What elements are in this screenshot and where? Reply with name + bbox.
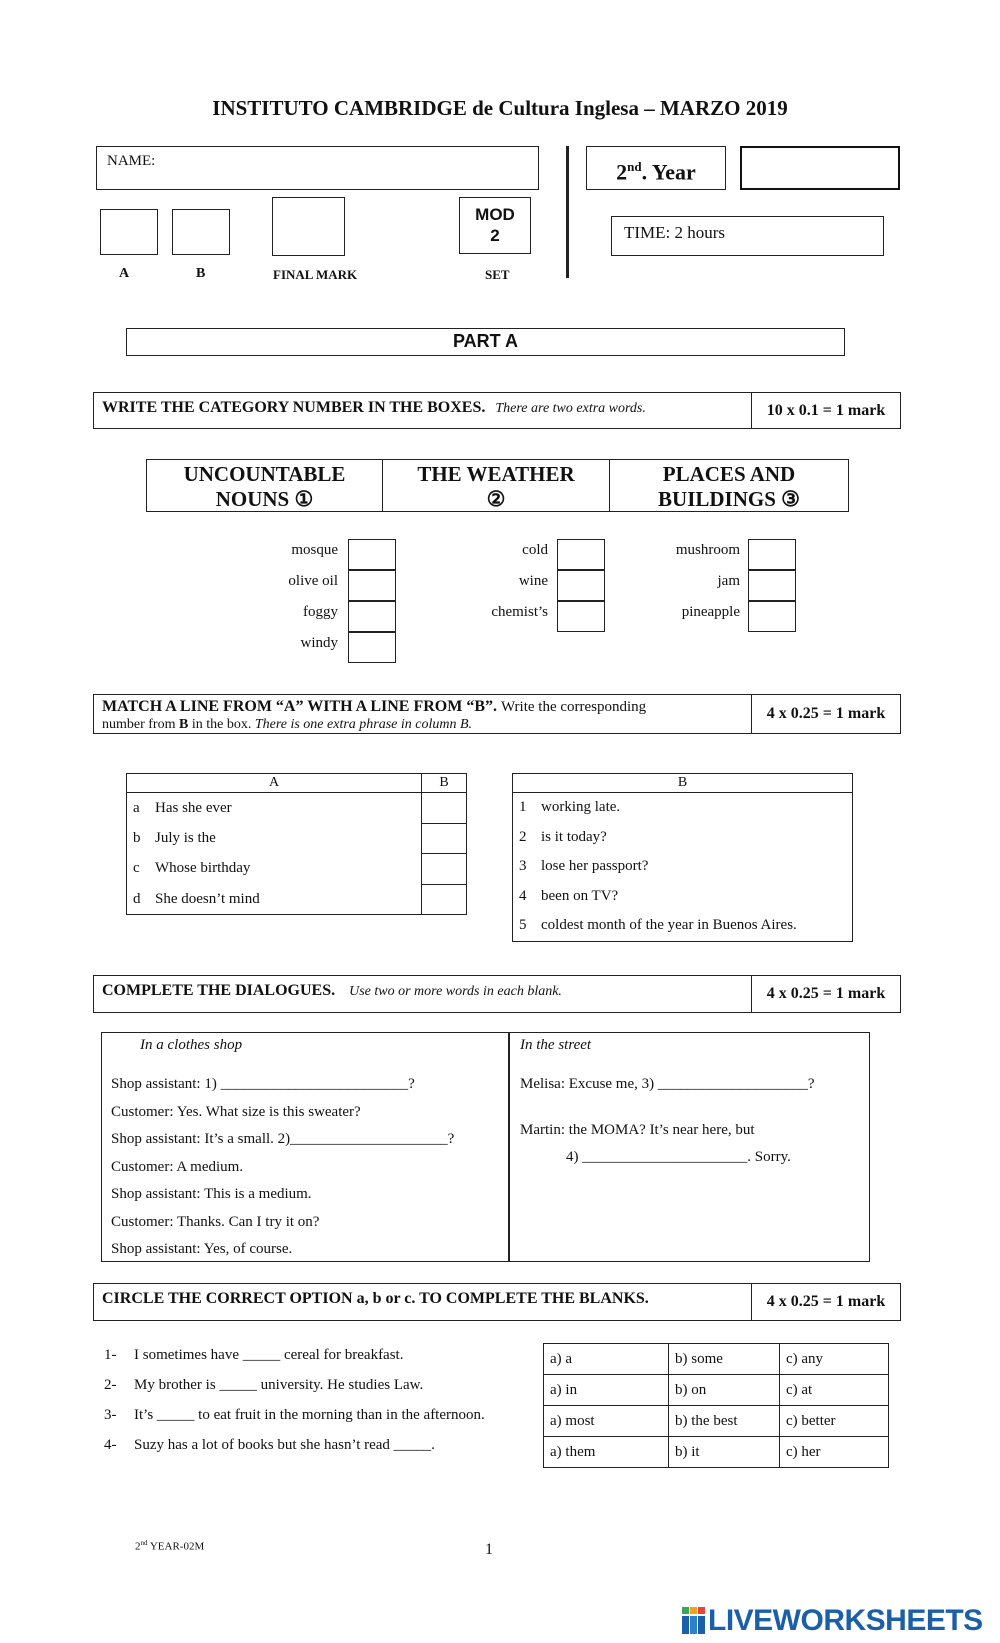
options-table (543, 1343, 889, 1468)
option-cell[interactable]: a) a (544, 1344, 669, 1375)
section2-bar (93, 694, 901, 734)
row-letter: c (133, 860, 140, 877)
year-number: 2 (616, 159, 628, 185)
part-title: PART A (453, 331, 518, 351)
table-row (513, 882, 853, 912)
option-cell[interactable]: a) most (544, 1406, 669, 1437)
row-text: Whose birthday (155, 860, 251, 877)
time-box (611, 216, 884, 256)
dialogue-line[interactable]: 4) ______________________. Sorry. (566, 1149, 791, 1165)
row-text: She doesn’t mind (155, 890, 260, 907)
answer-box-chemists[interactable] (557, 601, 605, 632)
section2-line2-b: B (178, 717, 189, 732)
footer-code (135, 1539, 204, 1553)
category-3-line1: PLACES AND (662, 462, 796, 486)
col-b-header: B (422, 774, 467, 793)
dialogue-line: Customer: Yes. What size is this sweater? (111, 1103, 361, 1120)
table-row (544, 1375, 889, 1406)
answer-box-cold[interactable] (557, 539, 605, 570)
question-2-number: 2- (104, 1377, 117, 1393)
word-cold: cold (522, 542, 548, 558)
dialogue-divider (508, 1033, 510, 1261)
section2-line2-post: in the box. (188, 717, 252, 732)
page-number: 1 (485, 1541, 493, 1558)
year-box (586, 146, 726, 190)
table-row (544, 1406, 889, 1437)
liveworksheets-icon (682, 1607, 706, 1635)
year-suffix: nd (627, 159, 642, 174)
word-mushroom: mushroom (675, 542, 740, 558)
answer-box-olive-oil[interactable] (348, 570, 396, 601)
row-text: coldest month of the year in Buenos Aires. (541, 917, 797, 934)
answer-box-mosque[interactable] (348, 539, 396, 570)
dialogue-line: Shop assistant: Yes, of course. (111, 1241, 293, 1257)
table-row (513, 793, 853, 823)
dialogue-line[interactable]: Shop assistant: It’s a small. 2)_____________________? (111, 1131, 455, 1147)
section4-instruction: CIRCLE THE CORRECT OPTION a, b or c. TO COMPLETE THE BLANKS. (102, 1290, 649, 1307)
table-row (127, 854, 467, 885)
word-pineapple: pineapple (681, 604, 740, 620)
question-3-number: 3- (104, 1407, 117, 1423)
category-1 (147, 460, 383, 511)
liveworksheets-text: LIVEWORKSHEETS (708, 1604, 983, 1637)
answer-box-pineapple[interactable] (748, 601, 796, 632)
section4-mark: 4 x 0.25 = 1 mark (751, 1284, 900, 1320)
mod-number: 2 (490, 226, 500, 245)
row-num: 1 (519, 799, 527, 816)
part-banner (126, 328, 845, 356)
option-cell[interactable]: b) some (669, 1344, 780, 1375)
row-letter: d (133, 890, 141, 907)
answer-box-wine[interactable] (557, 570, 605, 601)
dialogue-line[interactable]: Melisa: Excuse me, 3) ____________________? (520, 1076, 815, 1092)
final-mark-box[interactable] (272, 197, 345, 256)
category-1-line2: NOUNS ① (215, 487, 314, 511)
question-4-number: 4- (104, 1437, 117, 1453)
section1-mark: 10 x 0.1 = 1 mark (751, 393, 900, 428)
row-text: lose her passport? (541, 858, 649, 875)
mark-box-b[interactable] (172, 209, 230, 255)
name-field[interactable] (96, 146, 539, 190)
category-2-line1: THE WEATHER (417, 462, 575, 486)
word-olive-oil: olive oil (288, 573, 338, 589)
answer-box-mushroom[interactable] (748, 539, 796, 570)
category-3-line2: BUILDINGS ③ (658, 487, 800, 511)
option-cell[interactable]: c) at (780, 1375, 889, 1406)
section4-bar (93, 1283, 901, 1321)
col-a-header: A (268, 775, 280, 790)
time-text: TIME: 2 hours (624, 223, 726, 242)
option-cell[interactable]: b) it (669, 1437, 780, 1468)
dialogue-line: Shop assistant: This is a medium. (111, 1186, 312, 1202)
table-row (127, 884, 467, 915)
answer-box-foggy[interactable] (348, 601, 396, 632)
option-cell[interactable]: c) her (780, 1437, 889, 1468)
category-3 (610, 460, 848, 511)
question-3-text: It’s _____ to eat fruit in the morning than in the afternoon. (134, 1407, 485, 1423)
table-row (127, 823, 467, 854)
table-row (513, 852, 853, 882)
option-cell[interactable]: c) any (780, 1344, 889, 1375)
word-mosque: mosque (291, 542, 338, 558)
mod-label: MOD (475, 205, 515, 224)
dialogue-line: Customer: A medium. (111, 1158, 244, 1175)
word-windy: windy (300, 635, 338, 651)
option-cell[interactable]: a) them (544, 1437, 669, 1468)
category-2 (383, 460, 610, 511)
category-2-line2: ② (486, 487, 506, 511)
dialogue-left-title: In a clothes shop (140, 1037, 243, 1053)
match-table-a (126, 773, 467, 915)
option-cell[interactable]: c) better (780, 1406, 889, 1437)
row-num: 2 (519, 828, 527, 845)
section1-instruction: WRITE THE CATEGORY NUMBER IN THE BOXES. (102, 399, 486, 416)
section3-bar (93, 975, 901, 1013)
category-1-line1: UNCOUNTABLE (183, 462, 346, 486)
option-cell[interactable]: b) on (669, 1375, 780, 1406)
row-num: 3 (519, 858, 527, 875)
dialogue-right-title: In the street (520, 1037, 592, 1053)
word-wine: wine (518, 573, 548, 589)
question-4-text: Suzy has a lot of books but she hasn’t read _____. (134, 1437, 435, 1453)
section2-line2-pre: number from (102, 717, 179, 732)
answer-cell-a[interactable] (422, 793, 467, 824)
name-label: NAME: (107, 153, 156, 169)
dialogue-box (101, 1032, 870, 1262)
row-text: is it today? (541, 828, 607, 845)
answer-cell-c[interactable] (422, 854, 467, 885)
question-1-text: I sometimes have _____ cereal for breakfast. (134, 1347, 404, 1363)
answer-cell-b[interactable] (422, 823, 467, 854)
section2-instruction-rest: Write the corresponding (501, 699, 647, 715)
section3-note: Use two or more words in each blank. (349, 984, 562, 999)
dialogue-line[interactable]: Shop assistant: 1) _________________________? (111, 1076, 415, 1092)
row-text: working late. (541, 799, 621, 816)
row-letter: a (133, 799, 140, 816)
answer-box-jam[interactable] (748, 570, 796, 601)
section3-mark: 4 x 0.25 = 1 mark (751, 976, 900, 1012)
word-jam: jam (717, 573, 740, 589)
answer-box-windy[interactable] (348, 632, 396, 663)
section1-bar (93, 392, 901, 429)
table-row (544, 1437, 889, 1468)
option-cell[interactable]: b) the best (669, 1406, 780, 1437)
table-row (127, 793, 467, 824)
dialogue-line: Customer: Thanks. Can I try it on? (111, 1213, 320, 1230)
label-a: A (119, 266, 130, 281)
footer-code-num: 2 (135, 1540, 141, 1553)
label-final-mark: FINAL MARK (273, 267, 358, 282)
footer-code-sup: nd (140, 1539, 148, 1547)
row-letter: b (133, 829, 141, 846)
section2-instruction: MATCH A LINE FROM “A” WITH A LINE FROM “B”. (102, 698, 497, 715)
section1-note: There are two extra words. (495, 401, 646, 416)
word-foggy: foggy (303, 604, 338, 620)
table-row (513, 911, 853, 941)
header-divider (566, 146, 569, 278)
word-chemists: chemist’s (491, 604, 548, 620)
label-set: SET (485, 267, 510, 282)
table-row (544, 1344, 889, 1375)
row-text: July is the (155, 829, 216, 846)
match-table-b (512, 773, 853, 942)
mod-set-box (459, 197, 531, 254)
liveworksheets-logo[interactable] (682, 1604, 983, 1638)
option-cell[interactable]: a) in (544, 1375, 669, 1406)
row-text: been on TV? (541, 887, 619, 904)
col-b-list-header: B (677, 775, 688, 790)
table-row (513, 823, 853, 853)
footer-code-rest: YEAR-02M (147, 1540, 205, 1553)
answer-cell-d[interactable] (422, 884, 467, 915)
row-text: Has she ever (155, 799, 232, 816)
mark-box-a[interactable] (100, 209, 158, 255)
label-b: B (196, 266, 206, 281)
category-table (146, 459, 849, 512)
dialogue-left-lines (111, 1071, 454, 1264)
row-num: 4 (519, 887, 527, 904)
section3-instruction: COMPLETE THE DIALOGUES. (102, 982, 336, 999)
section2-note: There is one extra phrase in column B. (254, 717, 473, 732)
section2-mark: 4 x 0.25 = 1 mark (751, 695, 900, 733)
document-title: INSTITUTO CAMBRIDGE de Cultura Inglesa – MARZO 2019 (212, 96, 788, 120)
year-text: . Year (641, 159, 696, 185)
question-2-text: My brother is _____ university. He studies Law. (134, 1377, 424, 1393)
row-num: 5 (519, 917, 527, 934)
grade-box[interactable] (740, 146, 900, 190)
dialogue-line: Martin: the MOMA? It’s near here, but (520, 1122, 755, 1138)
question-1-number: 1- (104, 1347, 117, 1363)
